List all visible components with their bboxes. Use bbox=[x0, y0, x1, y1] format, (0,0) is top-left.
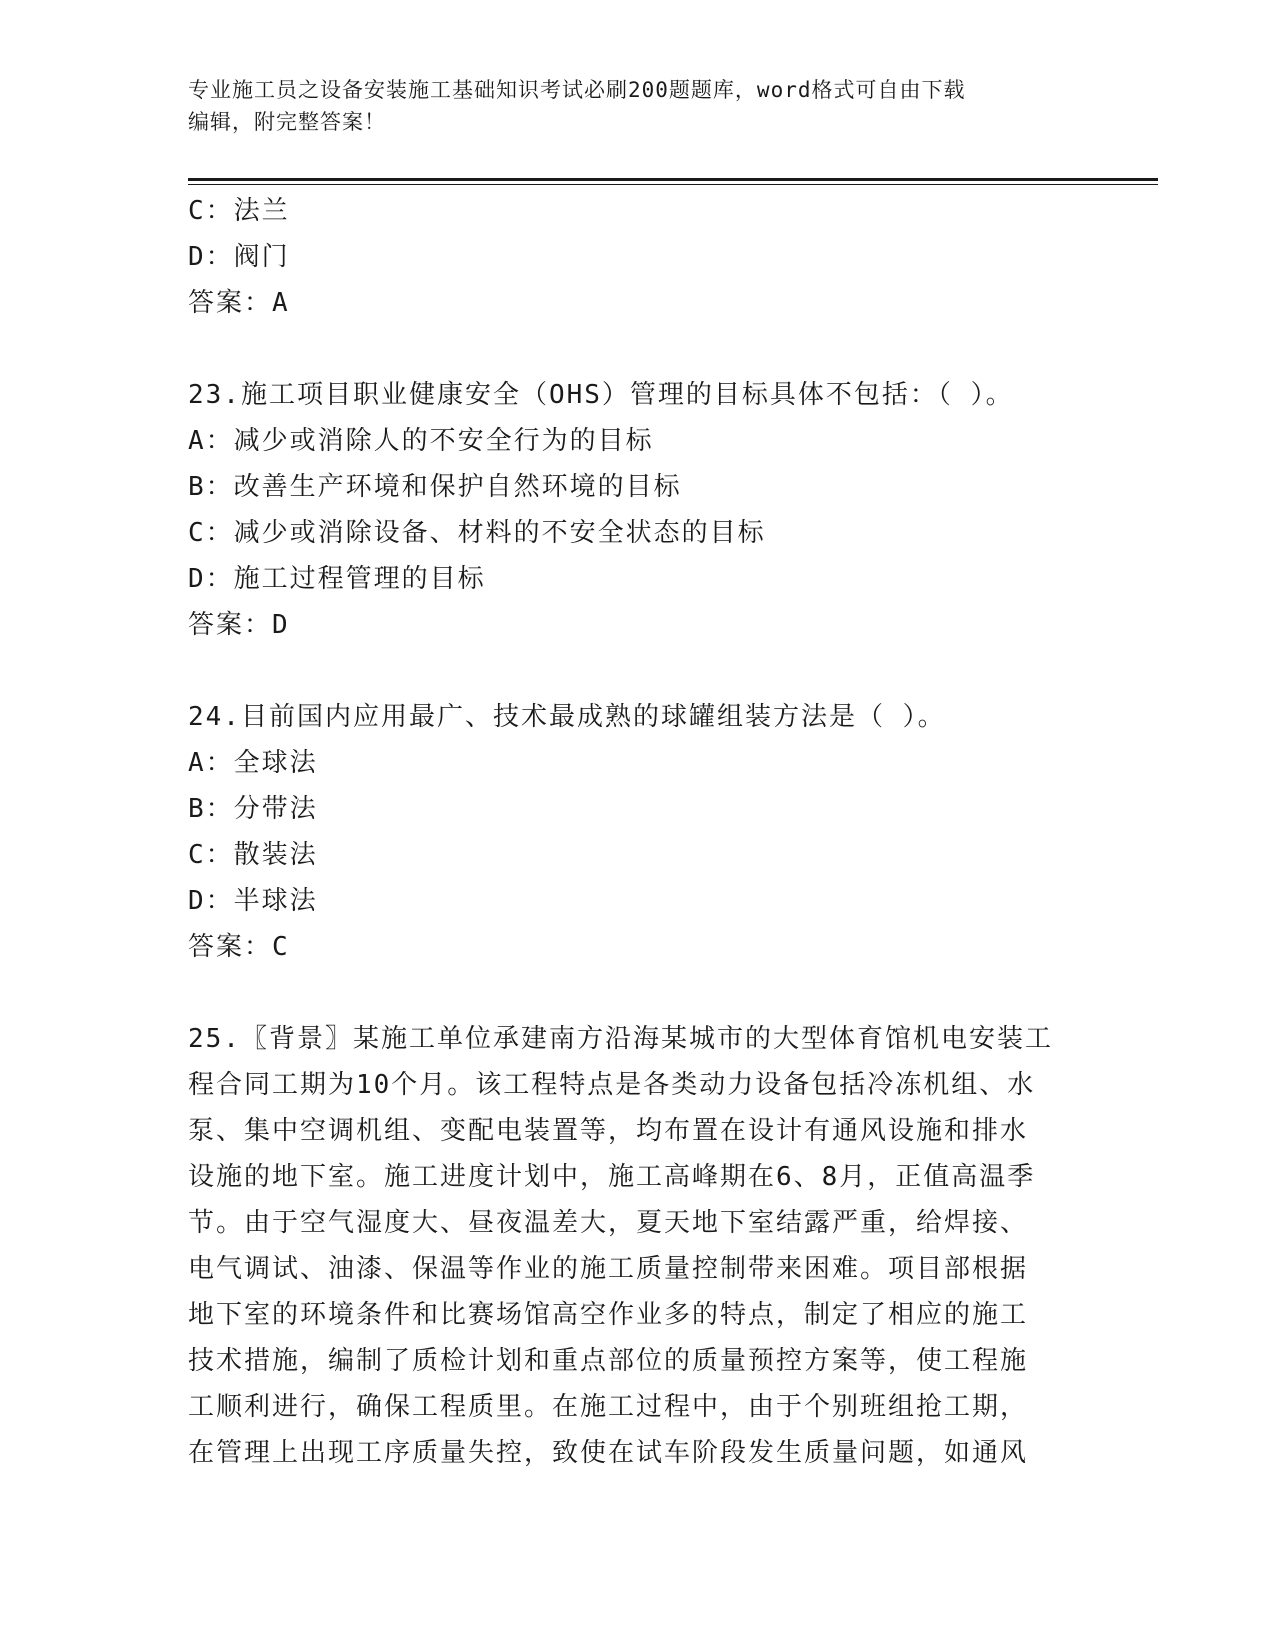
q24-text: 24.目前国内应用最广、技术最成熟的球罐组装方法是（ ）。 bbox=[188, 702, 946, 732]
q22-option-d: D：阀门 bbox=[188, 242, 290, 272]
q25-line: 地下室的环境条件和比赛场馆高空作业多的特点，制定了相应的施工 bbox=[188, 1300, 1029, 1330]
question-23 bbox=[188, 372, 1078, 648]
q23-text: 23.施工项目职业健康安全（OHS）管理的目标具体不包括：（ ）。 bbox=[188, 380, 1014, 410]
q25-line: 25.〖背景〗某施工单位承建南方沿海某城市的大型体育馆机电安装工 bbox=[188, 1024, 1053, 1054]
q25-line: 节。由于空气湿度大、昼夜温差大，夏天地下室结露严重，给焊接、 bbox=[188, 1208, 1029, 1238]
question-25 bbox=[188, 1016, 1068, 1476]
q25-line: 工顺利进行，确保工程质里。在施工过程中，由于个别班组抢工期， bbox=[188, 1392, 1029, 1422]
spacer bbox=[188, 970, 1078, 1016]
header-line-1: 专业施工员之设备安装施工基础知识考试必刷200题题库，word格式可自由下载 bbox=[188, 78, 966, 102]
header-rule-thin bbox=[188, 184, 1158, 185]
q25-line: 程合同工期为10个月。该工程特点是各类动力设备包括冷冻机组、水 bbox=[188, 1070, 1036, 1100]
q23-answer: 答案：D bbox=[188, 610, 290, 640]
question-24 bbox=[188, 694, 1078, 970]
document-body bbox=[188, 188, 1078, 1476]
q25-line: 电气调试、油漆、保温等作业的施工质量控制带来困难。项目部根据 bbox=[188, 1254, 1029, 1284]
q23-option-c: C：减少或消除设备、材料的不安全状态的目标 bbox=[188, 518, 766, 548]
q22-answer: 答案：A bbox=[188, 288, 290, 318]
q24-answer: 答案：C bbox=[188, 932, 290, 962]
q25-line: 设施的地下室。施工进度计划中，施工高峰期在6、8月，正值高温季 bbox=[188, 1162, 1036, 1192]
q23-option-b: B：改善生产环境和保护自然环境的目标 bbox=[188, 472, 682, 502]
spacer bbox=[188, 648, 1078, 694]
q22-option-c: C：法兰 bbox=[188, 196, 290, 226]
q24-option-b: B：分带法 bbox=[188, 794, 318, 824]
q25-line: 在管理上出现工序质量失控，致使在试车阶段发生质量问题，如通风 bbox=[188, 1438, 1029, 1468]
q23-option-d: D：施工过程管理的目标 bbox=[188, 564, 486, 594]
document-header bbox=[188, 74, 1068, 138]
header-rule-thick bbox=[188, 178, 1158, 181]
q24-option-d: D：半球法 bbox=[188, 886, 318, 916]
q24-option-c: C：散装法 bbox=[188, 840, 318, 870]
q25-line: 技术措施，编制了质检计划和重点部位的质量预控方案等，使工程施 bbox=[188, 1346, 1029, 1376]
q24-option-a: A：全球法 bbox=[188, 748, 318, 778]
question-22-tail bbox=[188, 188, 1078, 326]
header-line-2: 编辑，附完整答案！ bbox=[188, 110, 386, 134]
spacer bbox=[188, 326, 1078, 372]
q23-option-a: A：减少或消除人的不安全行为的目标 bbox=[188, 426, 654, 456]
q25-line: 泵、集中空调机组、变配电装置等，均布置在设计有通风设施和排水 bbox=[188, 1116, 1029, 1146]
